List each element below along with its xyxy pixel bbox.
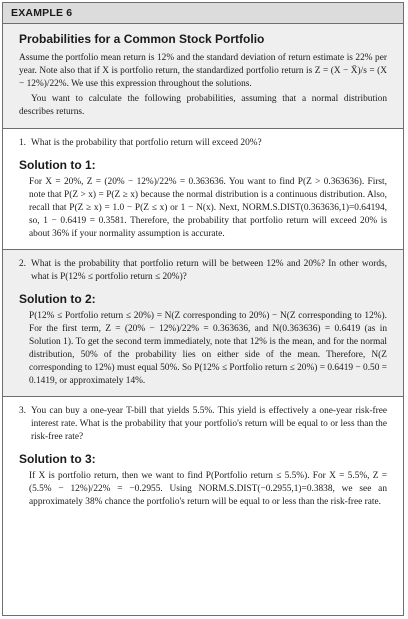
example-label: EXAMPLE 6: [3, 3, 403, 24]
question-text: What is the probability that portfolio return will be between 12% and 20%? In other words, what is P(12% ≤ portfolio return ≤ 20%)?: [31, 259, 387, 282]
solution-text-1: For X = 20%, Z = (20% − 12%)/22% = 0.363636. You want to find P(Z > 0.363636). First, note that P(Z > x) = P(Z ≥ x) because the normal distribution is a continuous distribution. Also, recall that P(Z ≥ x) = 1.0 − P(Z ≤ x) or 1 − N(x). Next, NORM.S.DIST(0.363636,1)=0.64194, so, 1 − 0.6419 = 0.3581. Therefore, the probability that portfolio return will exceed 20% is about 36% if your normality assumption is accurate.: [29, 177, 387, 239]
question-number: 3.: [19, 406, 27, 416]
intro-block: [3, 24, 403, 129]
solution-title-1: Solution to 1:: [19, 158, 96, 172]
solution-text-3: If X is portfolio return, then we want to find P(Portfolio return ≤ 5.5%). For X = 5.5%, Z = (5.5% − 12%)/22% = −0.2955. Using NORM.S.DIST(−0.2955,1)=0.3838, we see an approximately 38% chance the portfolio's return will be equal to or less than the risk-free rate.: [29, 471, 387, 507]
question-3: [19, 405, 387, 444]
solution-text-2: P(12% ≤ Portfolio return ≤ 20%) = N(Z corresponding to 20%) − N(Z corresponding to 12%). For the first term, Z = (20% − 12%)/22% = 0.363636, and N(0.363636) = 0.6419 (as in Solution 1). To get the second term immediately, note that 12% is the mean, and for the normal distribution, 50% of the probability lies on either side of the mean. Therefore, N(Z corresponding to 12%) must equal 50%. So P(12% ≤ Portfolio return ≤ 20%) = 0.6419 − 0.50 = 0.1419, or approximately 14%.: [29, 311, 387, 386]
question-text: What is the probability that portfolio return will exceed 20%?: [31, 138, 262, 148]
example-title: Probabilities for a Common Stock Portfolio: [19, 32, 265, 46]
question-1: [19, 137, 387, 150]
intro-paragraph: Assume the portfolio mean return is 12% and the standard deviation of return estimate is 22% per year. Note also that if X is portfolio return, the standardized portfolio return is Z = (X − X̄)/s = (X − 12%)/22%. We use this expression throughout the solutions.: [19, 53, 387, 89]
question-section-2: [3, 249, 403, 396]
solution-title-2: Solution to 2:: [19, 292, 96, 306]
question-number: 2.: [19, 259, 27, 269]
question-text: You can buy a one-year T-bill that yields 5.5%. This yield is effectively a one-year risk-free interest rate. What is the probability that your portfolio's return will be equal to or less than the risk-free rate?: [31, 406, 387, 442]
solution-title-3: Solution to 3:: [19, 452, 96, 466]
question-section-1: [3, 129, 403, 249]
question-number: 1.: [19, 138, 27, 148]
question-2: [19, 258, 387, 284]
intro-paragraph-2: You want to calculate the following probabilities, assuming that a normal distribution describes returns.: [19, 94, 387, 117]
question-section-3: [3, 396, 403, 517]
example-box: [2, 2, 404, 616]
